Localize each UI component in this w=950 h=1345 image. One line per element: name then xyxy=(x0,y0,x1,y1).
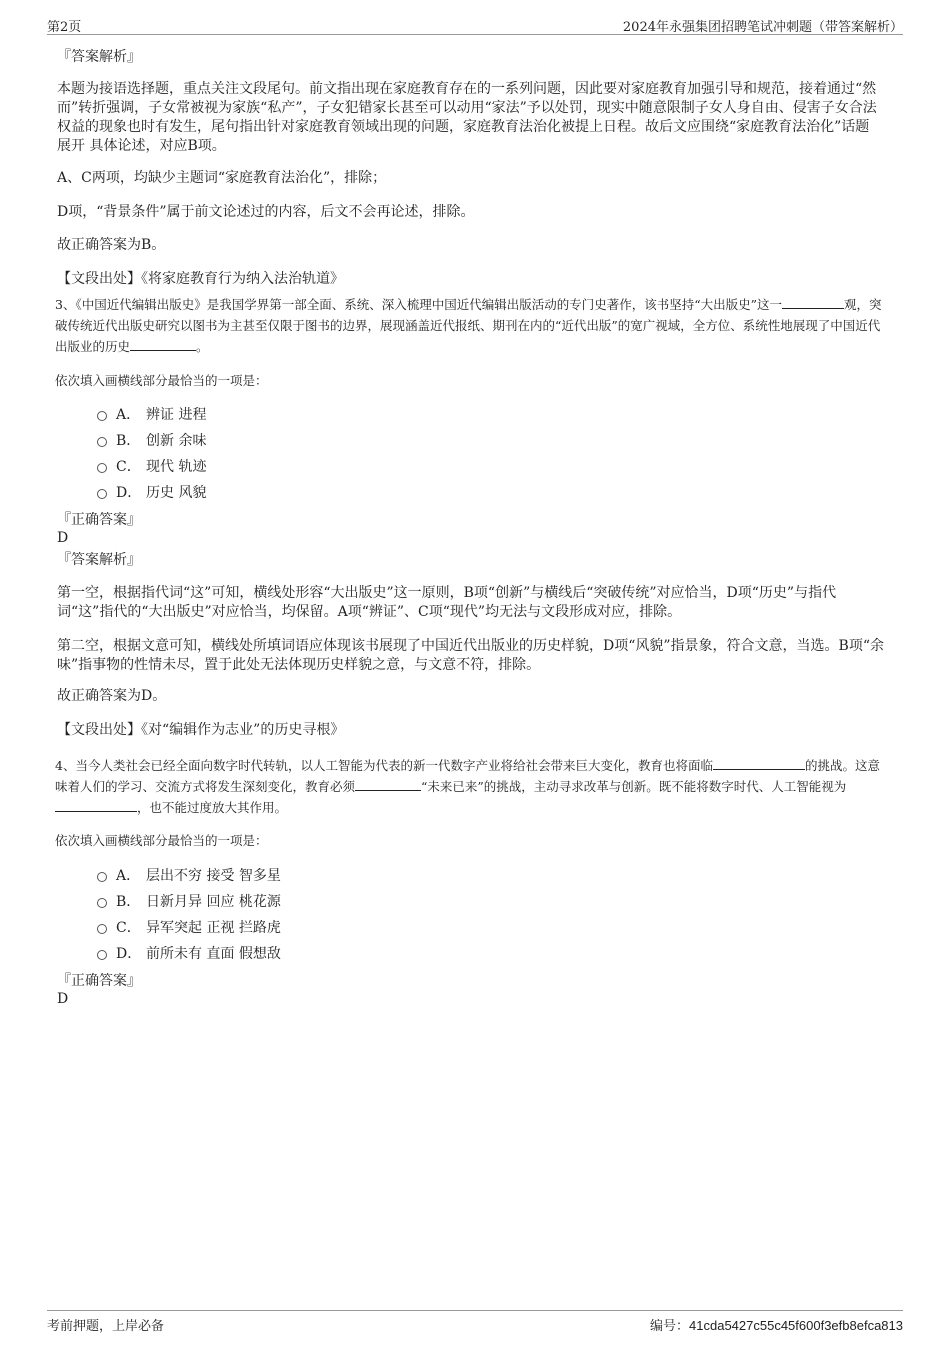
q2-analysis-p4: 故正确答案为B。 xyxy=(57,237,166,253)
q3-option-d[interactable]: D． 历史 风貌 xyxy=(97,480,206,506)
q3-option-c[interactable]: C． 现代 轨迹 xyxy=(97,454,206,480)
q3-answer-label: 『正确答案』 xyxy=(57,512,141,528)
q3-stem: 3、《中国近代编辑出版史》是我国学界第一部全面、系统、深入梳理中国近代编辑出版活动的专门史著作，该书坚持“大出版史”这一 观，突破传统近代出版史研究以图书为主甚至仅限于图书的边界，展现涵盖近代报纸、期刊在内的“近代出版”的宽广视域，全方位、系统性地展现了中国近代出版业的历史 。 xyxy=(55,297,882,354)
q4-option-c[interactable]: C． 异军突起 正视 拦路虎 xyxy=(97,915,281,941)
page-header xyxy=(47,14,903,35)
q4-blank-2 xyxy=(355,777,421,791)
q4-blank-3 xyxy=(55,798,137,812)
q4-stem: 4、当今人类社会已经全面向数字时代转轨，以人工智能为代表的新一代数字产业将给社会带来巨大变化，教育也将面临 的挑战。这意味着人们的学习、交流方式将发生深刻变化，教育必须 “未来已来”的挑战，主动寻求改革与创新。既不能将数字时代、人工智能视为，也不能过度放大其作用。 xyxy=(55,758,880,815)
q3-analysis-p3: 故正确答案为D。 xyxy=(57,688,167,704)
q4-answer: D xyxy=(57,991,69,1007)
q2-analysis-label: 『答案解析』 xyxy=(57,49,141,65)
q4-options xyxy=(97,863,281,967)
q3-options xyxy=(97,402,206,506)
q3-blank-2 xyxy=(130,337,196,351)
q3-analysis-p1: 第一空，根据指代词“这”可知，横线处形容“大出版史”这一原则，B项“创新”与横线后“突破传统”对应恰当，D项“历史”与指代词“这”指代的“大出版史”对应恰当，均保留。A项“辨证”、C项“现代”均无法与文段形成对应，排除。 xyxy=(57,585,837,620)
q3-answer: D xyxy=(57,530,69,546)
document-title: 2024年永强集团招聘笔试冲刺题（带答案解析） xyxy=(622,20,903,35)
radio-icon[interactable] xyxy=(97,872,107,882)
q4-option-a[interactable]: A． 层出不穷 接受 智多星 xyxy=(97,863,281,889)
footer-slogan: 考前押题，上岸必备 xyxy=(47,1319,165,1334)
document-code: 编号：41cda5427c55c45f600f3efb8efca813 xyxy=(650,1318,903,1333)
radio-icon[interactable] xyxy=(97,489,107,499)
q2-source: 【文段出处】《将家庭教育行为纳入法治轨道》 xyxy=(57,271,344,287)
q3-option-b[interactable]: B． 创新 余味 xyxy=(97,428,206,454)
q3-analysis-p2: 第二空，根据文意可知，横线处所填词语应体现该书展现了中国近代出版业的历史样貌，D项“风貌”指景象，符合文意，当选。B项“余味”指事物的性情未尽，置于此处无法体现历史样貌之意，与文意不符，排除。 xyxy=(57,638,884,673)
q3-prompt: 依次填入画横线部分最恰当的一项是： xyxy=(55,373,268,388)
q4-answer-label: 『正确答案』 xyxy=(57,973,141,989)
q2-analysis-p1: 本题为接语选择题，重点关注文段尾句。前文指出现在家庭教育存在的一系列问题，因此要对家庭教育加强引导和规范，接着通过“然而”转折强调，子女常被视为家族“私产”，子女犯错家长甚至可以动用“家法”予以处罚，现实中随意限制子女人身自由、侵害子女合法权益的现象也时有发生，尾句指出针对家庭教育领域出现的问题，家庭教育法治化被提上日程。故后文应围绕“家庭教育法治化”话题 展开 具体论述，对应B项。 xyxy=(57,81,877,154)
radio-icon[interactable] xyxy=(97,924,107,934)
radio-icon[interactable] xyxy=(97,411,107,421)
radio-icon[interactable] xyxy=(97,437,107,447)
q4-blank-1 xyxy=(713,756,805,770)
page-number: 第2页 xyxy=(47,20,82,35)
q3-source: 【文段出处】《对“编辑作为志业”的历史寻根》 xyxy=(57,722,345,738)
radio-icon[interactable] xyxy=(97,463,107,473)
radio-icon[interactable] xyxy=(97,898,107,908)
q3-analysis-label: 『答案解析』 xyxy=(57,552,141,568)
q2-analysis-p2: A、C两项，均缺少主题词“家庭教育法治化”，排除； xyxy=(57,170,387,186)
q3-option-a[interactable]: A． 辨证 进程 xyxy=(97,402,206,428)
q2-analysis-p3: D项，“背景条件”属于前文论述过的内容，后文不会再论述，排除。 xyxy=(57,204,475,220)
radio-icon[interactable] xyxy=(97,950,107,960)
page-footer xyxy=(47,1310,903,1335)
q3-blank-1 xyxy=(782,295,844,309)
q4-option-d[interactable]: D． 前所未有 直面 假想敌 xyxy=(97,941,281,967)
q4-prompt: 依次填入画横线部分最恰当的一项是： xyxy=(55,833,268,848)
q4-option-b[interactable]: B． 日新月异 回应 桃花源 xyxy=(97,889,281,915)
